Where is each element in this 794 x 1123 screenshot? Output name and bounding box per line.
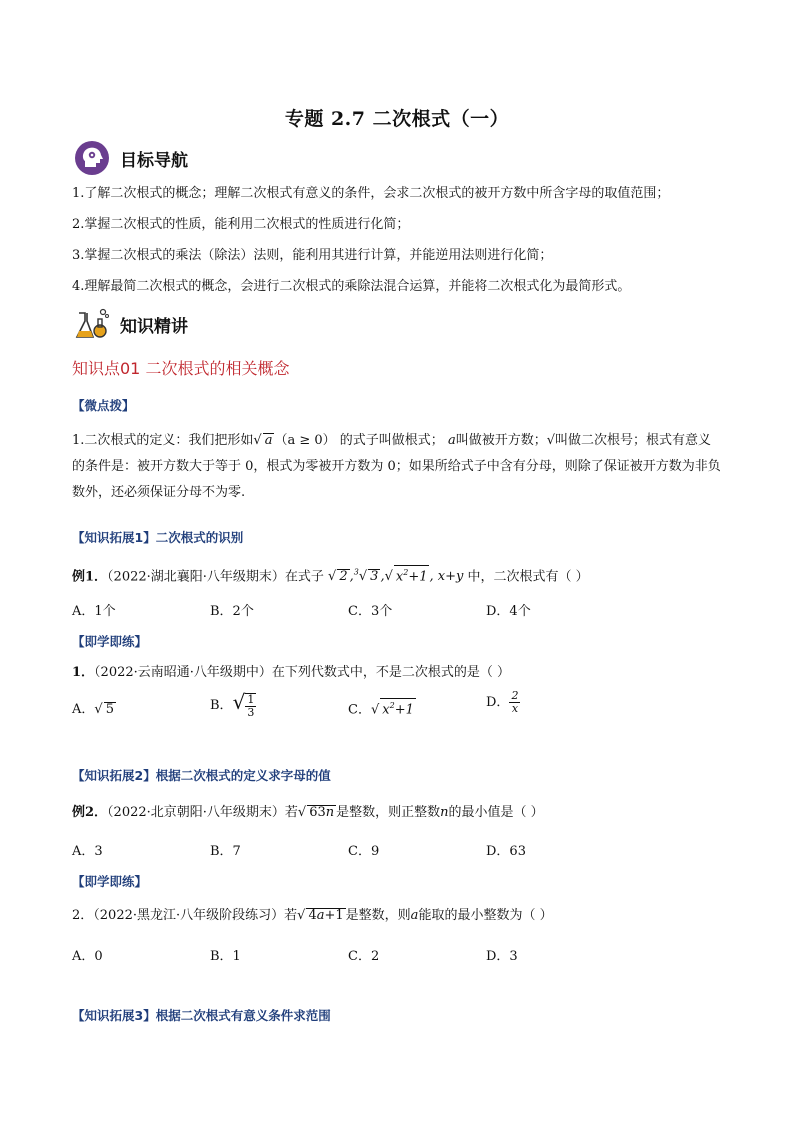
example-2: 例2．（2022·北京朝阳·八年级期末）若√ 63n 是整数，则正整数n的最小值是（ ） <box>72 805 544 820</box>
section-knowledge-label: 知识精讲 <box>120 316 188 337</box>
section-goals-label: 目标导航 <box>120 150 188 171</box>
option: D． $\frac{2}{x}$ <box>486 689 519 715</box>
option: A．3 <box>72 844 103 859</box>
option: D．4个 <box>486 604 531 619</box>
option: D．63 <box>486 844 526 859</box>
option: B．2个 <box>210 604 254 619</box>
tag-practice-2: 【即学即练】 <box>72 874 148 889</box>
option: D．3 <box>486 949 518 964</box>
option: A．1个 <box>72 604 116 619</box>
goal-item: 1.了解二次根式的概念；理解二次根式有意义的条件，会求二次根式的被开方数中所含字母的取值范围； <box>72 186 670 201</box>
section-goals <box>72 138 188 178</box>
goal-item: 3.掌握二次根式的乘法（除法）法则，能利用其进行计算，并能逆用法则进行化简； <box>72 248 553 263</box>
option: B．√ $\frac{1}{3}$ <box>210 690 255 719</box>
option: A．0 <box>72 949 103 964</box>
question-2: 2．（2022·黑龙江·八年级阶段练习）若√ 4a+1 是整数，则a能取的最小整数为（ ） <box>72 908 553 923</box>
tag-extension-1: 【知识拓展1】二次根式的识别 <box>72 530 244 545</box>
knowledge-point-title: 知识点01 二次根式的相关概念 <box>72 359 290 378</box>
option: A．√ 5 <box>72 702 114 717</box>
option: C．9 <box>348 844 380 859</box>
brain-head-icon <box>72 138 112 178</box>
option: B．7 <box>210 844 241 859</box>
option: C．3个 <box>348 604 393 619</box>
goal-item: 2.掌握二次根式的性质，能利用二次根式的性质进行化简； <box>72 217 410 232</box>
section-knowledge <box>72 304 188 344</box>
tag-extension-2: 【知识拓展2】根据二次根式的定义求字母的值 <box>72 768 331 783</box>
definition-paragraph: 1.二次根式的定义：我们把形如√ a （a ≥ 0） 的式子叫做根式； a叫做被开方数；√叫做二次根号；根式有意义的条件是：被开方数大于等于 0，根式为零被开方数为 0；如果所给式子中含有分母，则除了保证被开方数为非负数外，还必须保证分母不为零. <box>72 433 721 500</box>
math-expression: √ 2 ,$^3$√ 3 ,√ $x^2+1$ , x+y <box>328 569 463 584</box>
option: C．√ $x^2+1$ <box>348 698 416 717</box>
option: B．1 <box>210 949 241 964</box>
goal-item: 4.理解最简二次根式的概念，会进行二次根式的乘除法混合运算，并能将二次根式化为最简形式。 <box>72 279 631 294</box>
tag-practice-1: 【即学即练】 <box>72 634 148 649</box>
option: C．2 <box>348 949 380 964</box>
tag-extension-3: 【知识拓展3】根据二次根式有意义条件求范围 <box>72 1008 331 1023</box>
tag-weidianbo: 【微点拨】 <box>72 398 135 413</box>
lab-flask-icon <box>72 304 112 344</box>
example-1: 例1．（2022·湖北襄阳·八年级期末）在式子 √ 2 ,$^3$√ 3 ,√ $x^2+1$ , x+y 中，二次根式有（ ） <box>72 563 589 587</box>
question-1: 1．（2022·云南昭通·八年级期中）在下列代数式中，不是二次根式的是（ ） <box>72 665 511 680</box>
page-title: 专题 2.7 二次根式（一） <box>284 108 510 130</box>
